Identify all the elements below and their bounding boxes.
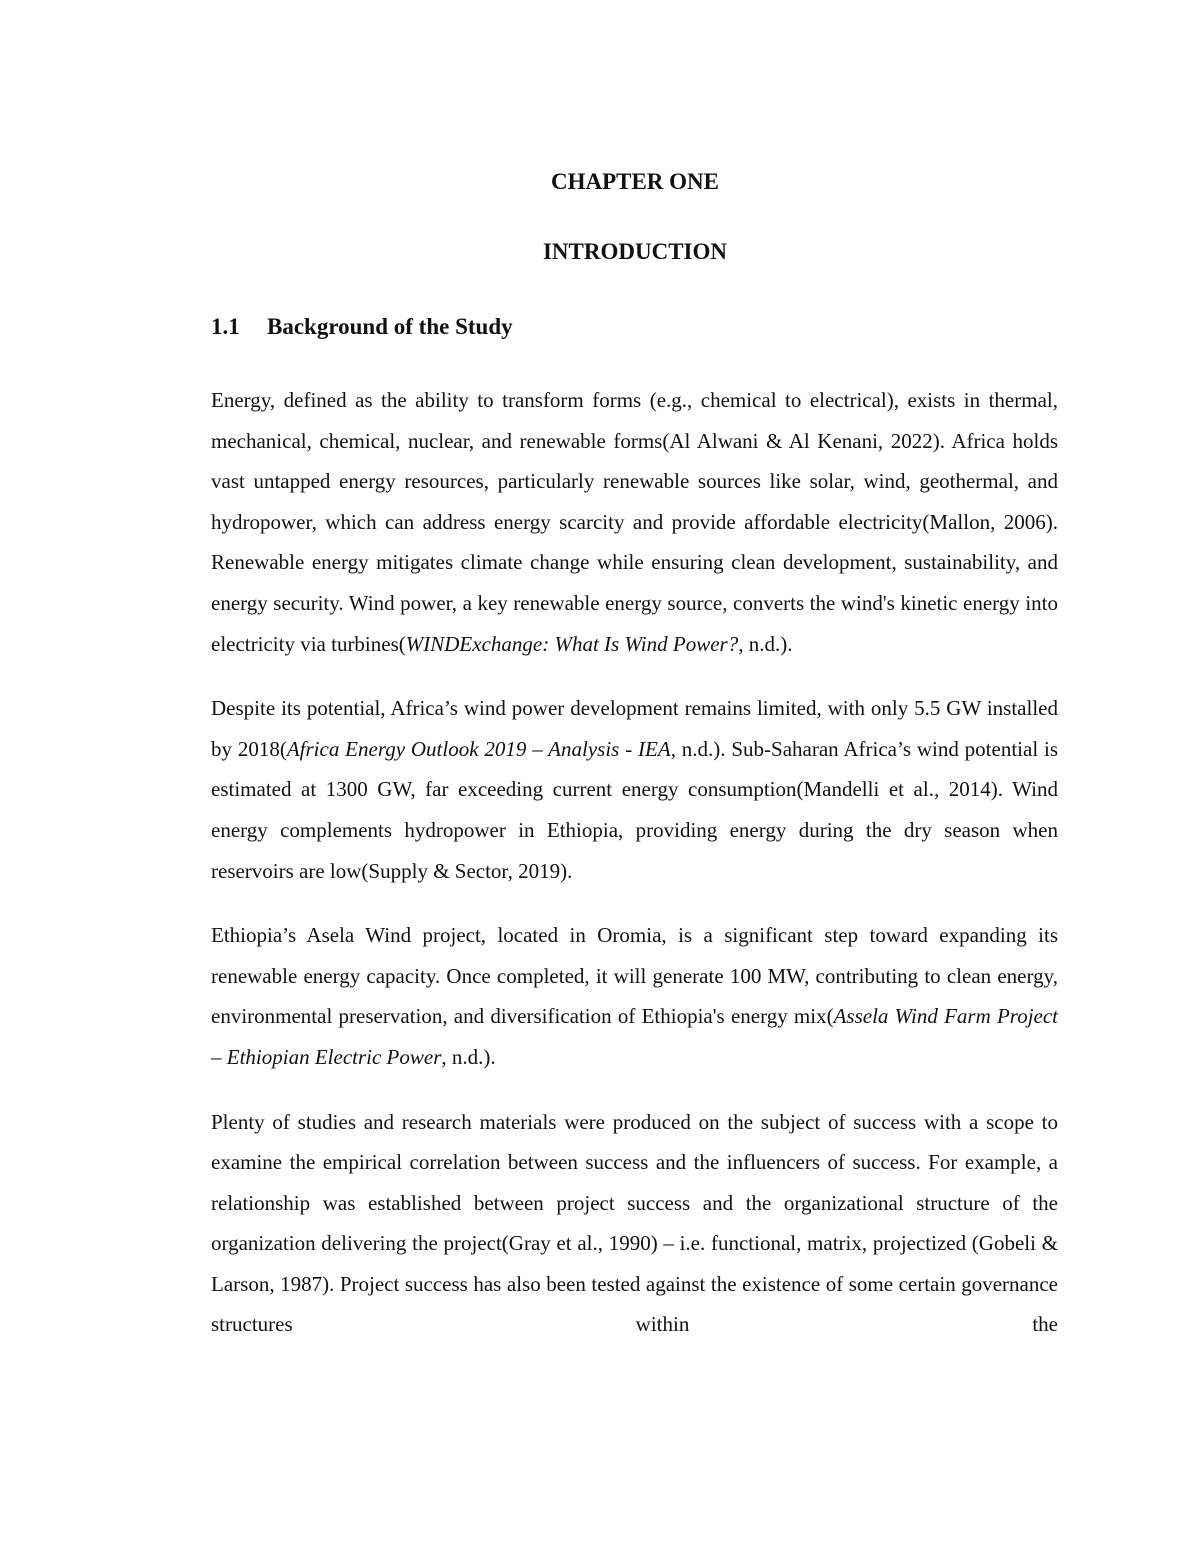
paragraph-1 bbox=[211, 380, 1058, 664]
paragraph-text: Ethiopia’s Asela Wind project, located in Oromia, is a significant step toward expanding its renewable energy capacity. Once completed, it will generate 100 MW, contributing to clean energy, environmental preservation, and diversification of Ethiopia's energy mix( bbox=[211, 923, 1058, 1029]
paragraph-text: Despite its potential, Africa’s wind power development remains limited, with only 5.5 GW installed by 2018( bbox=[211, 696, 1058, 761]
paragraph-3 bbox=[211, 915, 1058, 1077]
section-title: Background of the Study bbox=[267, 314, 513, 339]
paragraph-text: , n.d.). bbox=[738, 631, 793, 656]
paragraph-text: , n.d.). Sub-Saharan Africa’s wind potential is estimated at 1300 GW, far exceeding current energy consumption(Mandelli et al., 2014). Wind energy complements hydropower in Ethiopia, providing energy during the dry season when reservoirs are low(Supply & Sector, 2019). bbox=[211, 736, 1059, 883]
section-heading bbox=[211, 312, 513, 342]
paragraph-2 bbox=[211, 688, 1058, 891]
chapter-subtitle: INTRODUCTION bbox=[542, 239, 728, 264]
citation-italic: WINDExchange: What Is Wind Power? bbox=[405, 631, 739, 656]
citation-italic: Assela Wind Farm Project – Ethiopian Electric Power bbox=[211, 1004, 1059, 1069]
paragraph-text: Plenty of studies and research materials were produced on the subject of success with a scope to examine the empirical correlation between success and the influencers of success. For example, a relationship was established between project success and the organizational structure of the organization delivering the project(Gray et al., 1990) – i.e. functional, matrix, projectized (Gobeli & Larson, 1987). Project success has also been tested against the existence of some certain governance structures within the bbox=[211, 1109, 1058, 1337]
section-number: 1.1 bbox=[211, 314, 240, 339]
paragraph-text: , n.d.). bbox=[441, 1044, 496, 1069]
paragraph-4 bbox=[211, 1102, 1058, 1346]
citation-italic: Africa Energy Outlook 2019 – Analysis - IEA bbox=[286, 736, 671, 761]
chapter-title: CHAPTER ONE bbox=[550, 169, 720, 194]
paragraph-text: Energy, defined as the ability to transform forms (e.g., chemical to electrical), exists in thermal, mechanical, chemical, nuclear, and renewable forms(Al Alwani & Al Kenani, 2022). Africa holds vast untapped energy resources, particularly renewable sources like solar, wind, geothermal, and hydropower, which can address energy scarcity and provide affordable electricity(Mallon, 2006). Renewable energy mitigates climate change while ensuring clean development, sustainability, and energy security. Wind power, a key renewable energy source, converts the wind's kinetic energy into electricity via turbines( bbox=[211, 388, 1058, 656]
body-text bbox=[211, 380, 1058, 1345]
